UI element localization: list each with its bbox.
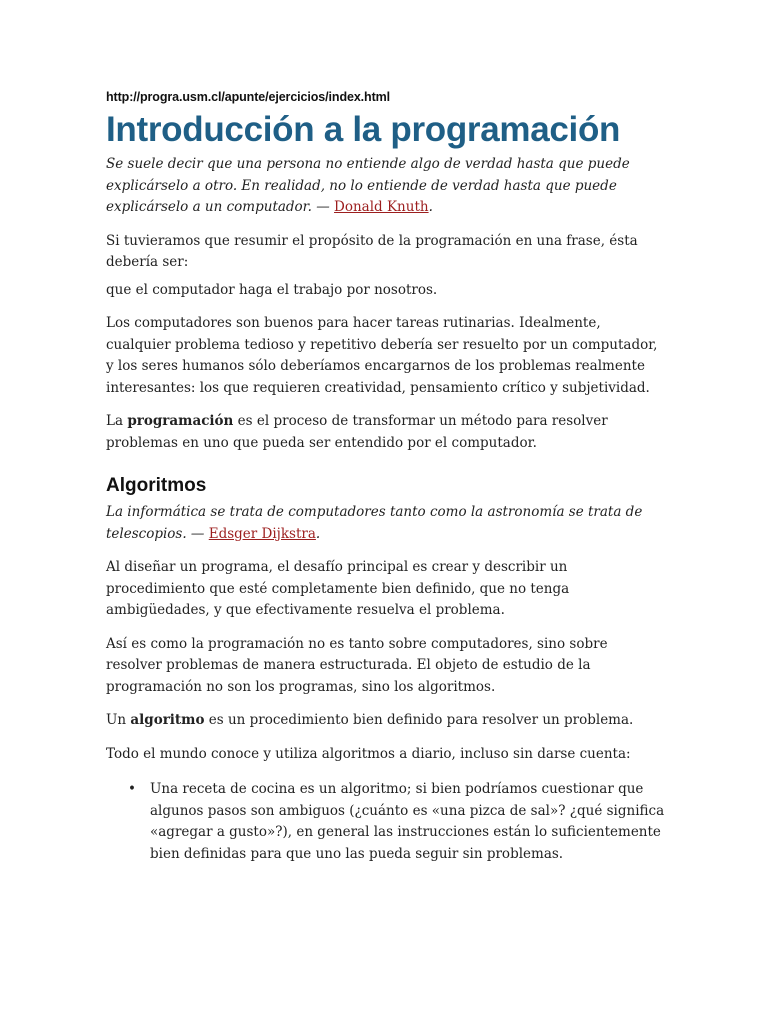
intro-p4-before: La — [106, 413, 128, 429]
term-programacion: programación — [127, 413, 234, 429]
epigraph-knuth-text: Se suele decir que una persona no entiende algo de verdad hasta que puede explicárselo a otro. En realidad, no lo entiende de verdad hasta que puede explicárselo a un computador. — — [106, 156, 630, 215]
epigraph-knuth-end: . — [428, 199, 433, 215]
link-edsger-dijkstra[interactable]: Edsger Dijkstra — [208, 525, 316, 542]
algoritmos-paragraph-2: Así es como la programación no es tanto sobre computadores, sino sobre resolver problemas de manera estructurada. El objeto de estudio de la programación no son los programas, sino los algoritmos. — [106, 635, 608, 695]
algoritmos-p3-after: es un procedimiento bien definido para resolver un problema. — [204, 712, 634, 728]
intro-paragraph-2: que el computador haga el trabajo por nosotros. — [106, 281, 438, 298]
bullet-icon: • — [128, 781, 136, 797]
list-item-text: Una receta de cocina es un algoritmo; si bien podríamos cuestionar que algunos pasos son ambiguos (¿cuánto es «una pizca de sal»? ¿qué significa «agregar a gusto»?), en general las instrucciones están lo suficientemente bien definidas para que uno las pueda seguir sin problemas. — [150, 781, 665, 862]
page-url: http://progra.usm.cl/apunte/ejercicios/index.html — [106, 90, 391, 104]
examples-list — [106, 779, 666, 865]
document-page — [106, 90, 666, 865]
link-donald-knuth[interactable]: Donald Knuth — [334, 199, 429, 215]
algoritmos-paragraph-3 — [106, 710, 666, 732]
algoritmos-paragraph-4: Todo el mundo conoce y utiliza algoritmos a diario, incluso sin darse cuenta: — [106, 745, 631, 762]
term-algoritmo: algoritmo — [130, 712, 205, 728]
epigraph-knuth — [106, 154, 666, 219]
page-title: Introducción a la programación — [106, 110, 621, 149]
section-heading-algoritmos: Algoritmos — [106, 475, 207, 496]
intro-paragraph-3: Los computadores son buenos para hacer tareas rutinarias. Idealmente, cualquier problema tedioso y repetitivo debería ser resuelto por un computador, y los seres humanos sólo deberíamos encargarnos de los problemas realmente interesantes: los que requieren creatividad, pensamiento crítico y subjetividad. — [106, 315, 658, 396]
intro-paragraph-4 — [106, 411, 666, 454]
intro-p4-after: es el proceso de transformar un método para resolver problemas en uno que pueda ser entendido por el computador. — [106, 413, 608, 451]
epigraph-dijkstra-end: . — [315, 525, 321, 542]
epigraph-dijkstra — [106, 502, 666, 545]
list-item — [128, 779, 666, 865]
algoritmos-paragraph-1: Al diseñar un programa, el desafío principal es crear y describir un procedimiento que esté completamente bien definido, que no tenga ambigüedades, y que efectivamente resuelva el problema. — [106, 559, 570, 618]
epigraph-dijkstra-text: La informática se trata de computadores tanto como la astronomía se trata de telescopios. — — [106, 504, 643, 542]
algoritmos-p3-before: Un — [106, 712, 131, 728]
intro-paragraph-1: Si tuvieramos que resumir el propósito de la programación en una frase, ésta debería ser: — [106, 232, 638, 270]
